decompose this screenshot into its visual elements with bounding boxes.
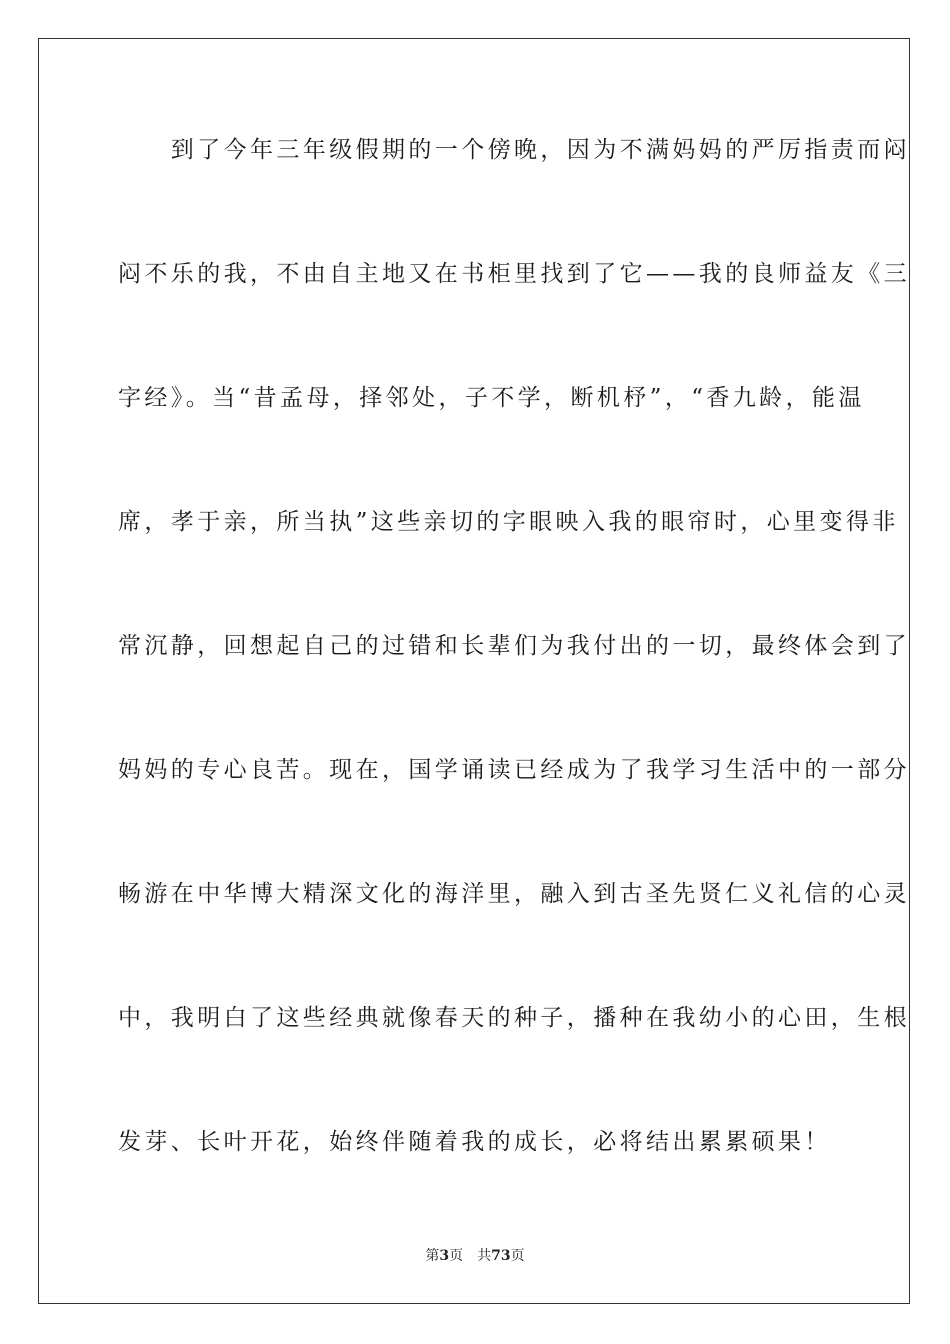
text-line-5: 常沉静，回想起自己的过错和长辈们为我付出的一切，最终体会到了: [118, 633, 910, 659]
text-line-2: 闷不乐的我，不由自主地又在书柜里找到了它——我的良师益友《三: [118, 261, 910, 287]
page-footer: [0, 1246, 950, 1266]
page-prefix: 第: [425, 1248, 440, 1264]
text-line-1: 到了今年三年级假期的一个傍晚，因为不满妈妈的严厉指责而闷: [118, 137, 910, 163]
text-line-7: 畅游在中华博大精深文化的海洋里，融入到古圣先贤仁义礼信的心灵: [118, 881, 910, 907]
total-prefix: 共: [477, 1248, 492, 1264]
page-suffix: 页: [449, 1248, 464, 1264]
text-line-8: 中，我明白了这些经典就像春天的种子，播种在我幼小的心田，生根: [118, 1005, 910, 1031]
text-line-3: 字经》。当“昔孟母，择邻处，子不学，断机杼”，“香九龄，能温: [118, 385, 865, 411]
page-number: 3: [439, 1248, 450, 1264]
page-border: [38, 38, 910, 1304]
total-pages: 73: [491, 1248, 511, 1264]
total-suffix: 页: [510, 1248, 525, 1264]
text-line-6: 妈妈的专心良苦。现在，国学诵读已经成为了我学习生活中的一部分: [118, 757, 910, 783]
text-line-9: 发芽、长叶开花，始终伴随着我的成长，必将结出累累硕果！: [118, 1129, 831, 1155]
text-line-4: 席，孝于亲，所当执”这些亲切的字眼映入我的眼帘时，心里变得非: [118, 509, 899, 535]
